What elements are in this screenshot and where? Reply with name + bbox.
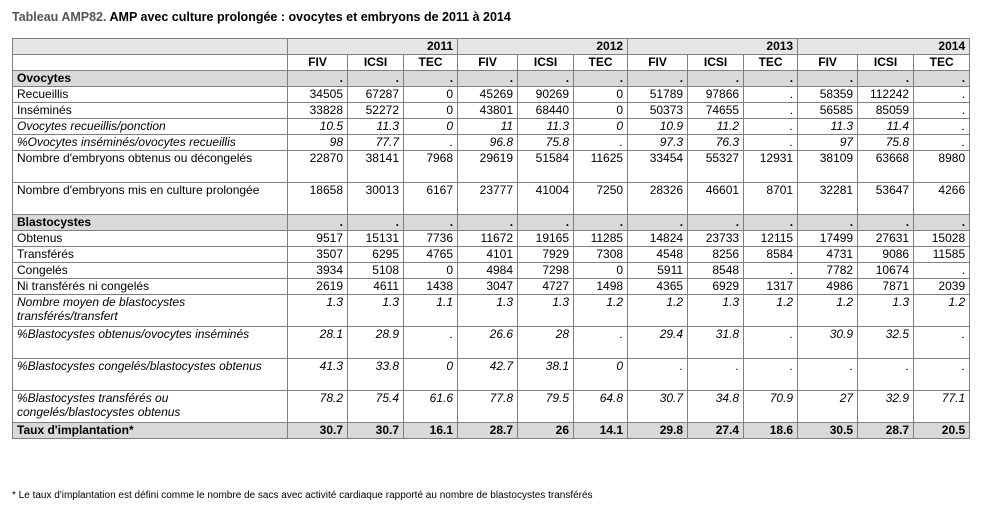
value-cell: . [914,87,970,103]
value-cell: 112242 [858,87,914,103]
value-cell: 75.4 [348,391,404,423]
row-label: Inséminés [13,103,288,119]
value-cell: . [628,359,688,391]
value-cell: 7929 [518,247,574,263]
table-number: Tableau AMP82. [12,10,107,24]
value-cell: . [404,135,458,151]
table-row [13,327,970,359]
value-cell: 0 [404,103,458,119]
value-cell: 29619 [458,151,518,183]
value-cell: 6167 [404,183,458,215]
table-row [13,231,970,247]
row-label: Ovocytes [13,71,288,87]
technique-header: TEC [574,55,628,71]
value-cell: 19165 [518,231,574,247]
table-row [13,183,970,215]
value-cell: 0 [404,87,458,103]
value-cell: 1.3 [288,295,348,327]
value-cell: 23777 [458,183,518,215]
value-cell: 6295 [348,247,404,263]
value-cell: 28.7 [858,423,914,439]
value-cell: 67287 [348,87,404,103]
value-cell: 30.7 [288,423,348,439]
table-row [13,263,970,279]
value-cell: 4611 [348,279,404,295]
year-header: 2014 [798,39,970,55]
value-cell: 30.7 [628,391,688,423]
value-cell: 70.9 [744,391,798,423]
value-cell: 38141 [348,151,404,183]
table-row [13,359,970,391]
table-row [13,151,970,183]
row-label: Recueillis [13,87,288,103]
value-cell: 78.2 [288,391,348,423]
value-cell: 75.8 [518,135,574,151]
value-cell: 2619 [288,279,348,295]
value-cell: 42.7 [458,359,518,391]
value-cell: . [744,119,798,135]
value-cell: 28.1 [288,327,348,359]
value-cell: 0 [574,119,628,135]
value-cell: 8256 [688,247,744,263]
technique-header: FIV [628,55,688,71]
value-cell: 52272 [348,103,404,119]
value-cell: 11.3 [348,119,404,135]
value-cell: . [688,215,744,231]
table-caption: AMP avec culture prolongée : ovocytes et embryons de 2011 à 2014 [109,10,511,24]
value-cell: 74655 [688,103,744,119]
technique-header: FIV [798,55,858,71]
value-cell: . [744,103,798,119]
value-cell: 4986 [798,279,858,295]
value-cell: 7871 [858,279,914,295]
value-cell: . [458,215,518,231]
value-cell: 27 [798,391,858,423]
value-cell: 31.8 [688,327,744,359]
value-cell: . [288,215,348,231]
value-cell: 17499 [798,231,858,247]
value-cell: 0 [574,359,628,391]
row-label: Ni transférés ni congelés [13,279,288,295]
value-cell: 8548 [688,263,744,279]
value-cell: 11.3 [798,119,858,135]
value-cell: 4266 [914,183,970,215]
value-cell: 96.8 [458,135,518,151]
value-cell: . [348,215,404,231]
technique-header: ICSI [688,55,744,71]
value-cell: 30013 [348,183,404,215]
value-cell: 11285 [574,231,628,247]
row-label: %Ovocytes inséminés/ovocytes recueillis [13,135,288,151]
technique-header-row [13,55,970,71]
value-cell: 0 [574,87,628,103]
value-cell: 1.2 [628,295,688,327]
value-cell: 12931 [744,151,798,183]
value-cell: . [744,215,798,231]
value-cell: 58359 [798,87,858,103]
value-cell: 34505 [288,87,348,103]
value-cell: 97866 [688,87,744,103]
value-cell: . [628,215,688,231]
value-cell: . [798,71,858,87]
value-cell: 41.3 [288,359,348,391]
value-cell: 7782 [798,263,858,279]
value-cell: 77.8 [458,391,518,423]
value-cell: 63668 [858,151,914,183]
table-row [13,87,970,103]
value-cell: 1.3 [688,295,744,327]
value-cell: 26.6 [458,327,518,359]
value-cell: . [858,71,914,87]
value-cell: 45269 [458,87,518,103]
value-cell: 27631 [858,231,914,247]
value-cell: . [404,327,458,359]
value-cell: 4727 [518,279,574,295]
value-cell: 97 [798,135,858,151]
value-cell: 0 [574,263,628,279]
value-cell: 1.2 [914,295,970,327]
value-cell: 18658 [288,183,348,215]
value-cell: 1.2 [798,295,858,327]
value-cell: . [744,263,798,279]
value-cell: 1.2 [744,295,798,327]
value-cell: 51789 [628,87,688,103]
table-row [13,247,970,263]
value-cell: 0 [574,103,628,119]
value-cell: 30.9 [798,327,858,359]
value-cell: 3507 [288,247,348,263]
technique-header: FIV [458,55,518,71]
value-cell: 38109 [798,151,858,183]
table-title [12,10,511,24]
value-cell: 15131 [348,231,404,247]
value-cell: 32281 [798,183,858,215]
value-cell: . [628,71,688,87]
value-cell: 1.3 [458,295,518,327]
value-cell: 27.4 [688,423,744,439]
technique-header: TEC [744,55,798,71]
value-cell: 4765 [404,247,458,263]
value-cell: 30.7 [348,423,404,439]
table-row [13,103,970,119]
value-cell: 11585 [914,247,970,263]
technique-header: TEC [914,55,970,71]
row-label: Congelés [13,263,288,279]
value-cell: 1.2 [574,295,628,327]
value-cell: 23733 [688,231,744,247]
value-cell: . [288,71,348,87]
value-cell: 97.3 [628,135,688,151]
value-cell: 33.8 [348,359,404,391]
value-cell: 90269 [518,87,574,103]
value-cell: . [914,135,970,151]
row-label: %Blastocystes obtenus/ovocytes inséminés [13,327,288,359]
value-cell: 79.5 [518,391,574,423]
value-cell: 1498 [574,279,628,295]
value-cell: . [744,135,798,151]
row-label: %Blastocystes congelés/blastocystes obtenus [13,359,288,391]
value-cell: 18.6 [744,423,798,439]
value-cell: 29.4 [628,327,688,359]
table-row [13,279,970,295]
value-cell: . [404,71,458,87]
value-cell: 14.1 [574,423,628,439]
value-cell: 4984 [458,263,518,279]
value-cell: 0 [404,119,458,135]
value-cell: 8584 [744,247,798,263]
technique-header: ICSI [858,55,914,71]
technique-header: ICSI [348,55,404,71]
value-cell: 4548 [628,247,688,263]
value-cell: 29.8 [628,423,688,439]
value-cell: 32.9 [858,391,914,423]
value-cell: 1317 [744,279,798,295]
value-cell: 0 [404,263,458,279]
value-cell: 77.1 [914,391,970,423]
value-cell: 10.5 [288,119,348,135]
value-cell: . [914,263,970,279]
value-cell: 1.3 [858,295,914,327]
value-cell: 34.8 [688,391,744,423]
value-cell: 16.1 [404,423,458,439]
row-label: Nombre d'embryons mis en culture prolongée [13,183,288,215]
value-cell: . [574,215,628,231]
row-label: Nombre d'embryons obtenus ou décongelés [13,151,288,183]
value-cell: 28.7 [458,423,518,439]
value-cell: . [798,359,858,391]
row-label: Ovocytes recueillis/ponction [13,119,288,135]
value-cell: 33828 [288,103,348,119]
value-cell: 43801 [458,103,518,119]
value-cell: . [518,215,574,231]
value-cell: . [518,71,574,87]
value-cell: . [914,103,970,119]
table-row [13,135,970,151]
value-cell: . [914,71,970,87]
value-cell: 33454 [628,151,688,183]
value-cell: . [688,359,744,391]
value-cell: 75.8 [858,135,914,151]
table-row [13,391,970,423]
value-cell: . [798,215,858,231]
value-cell: 1.3 [348,295,404,327]
value-cell: 4731 [798,247,858,263]
value-cell: 6929 [688,279,744,295]
value-cell: 46601 [688,183,744,215]
value-cell: 1.1 [404,295,458,327]
value-cell: . [574,71,628,87]
value-cell: . [744,327,798,359]
section-row [13,215,970,231]
value-cell: 3934 [288,263,348,279]
value-cell: 1438 [404,279,458,295]
value-cell: . [858,215,914,231]
value-cell: 9086 [858,247,914,263]
value-cell: 14824 [628,231,688,247]
value-cell: 7250 [574,183,628,215]
row-label: Obtenus [13,231,288,247]
value-cell: . [914,215,970,231]
row-label: %Blastocystes transférés ou congelés/blastocystes obtenus [13,391,288,423]
value-cell: 5911 [628,263,688,279]
year-header: 2013 [628,39,798,55]
value-cell: 7968 [404,151,458,183]
value-cell: 0 [404,359,458,391]
value-cell: 4101 [458,247,518,263]
value-cell: . [348,71,404,87]
value-cell: 8701 [744,183,798,215]
value-cell: 8980 [914,151,970,183]
value-cell: 1.3 [518,295,574,327]
row-label: Transférés [13,247,288,263]
value-cell: 98 [288,135,348,151]
value-cell: 7298 [518,263,574,279]
value-cell: . [458,71,518,87]
value-cell: 56585 [798,103,858,119]
technique-header: TEC [404,55,458,71]
value-cell: . [574,327,628,359]
year-header: 2011 [288,39,458,55]
corner-cell [13,55,288,71]
value-cell: 32.5 [858,327,914,359]
value-cell: 11.3 [518,119,574,135]
value-cell: 64.8 [574,391,628,423]
value-cell: 77.7 [348,135,404,151]
technique-header: FIV [288,55,348,71]
year-header: 2012 [458,39,628,55]
table-row [13,295,970,327]
value-cell: 4365 [628,279,688,295]
value-cell: 41004 [518,183,574,215]
value-cell: 22870 [288,151,348,183]
table-row [13,119,970,135]
row-label: Taux d'implantation* [13,423,288,439]
value-cell: 3047 [458,279,518,295]
value-cell: 30.5 [798,423,858,439]
value-cell: 51584 [518,151,574,183]
value-cell: 26 [518,423,574,439]
value-cell: . [914,327,970,359]
value-cell: . [914,359,970,391]
year-header-row [13,39,970,55]
footnote: * Le taux d'implantation est défini comme le nombre de sacs avec activité cardiaque rapporté au nombre de blastocystes transférés [12,490,593,501]
value-cell: 38.1 [518,359,574,391]
section-row [13,71,970,87]
value-cell: 11625 [574,151,628,183]
total-row [13,423,970,439]
value-cell: . [574,135,628,151]
value-cell: 10.9 [628,119,688,135]
value-cell: 9517 [288,231,348,247]
value-cell: 53647 [858,183,914,215]
value-cell: 11 [458,119,518,135]
technique-header: ICSI [518,55,574,71]
value-cell: 28 [518,327,574,359]
value-cell: 10674 [858,263,914,279]
value-cell: . [744,87,798,103]
value-cell: . [858,359,914,391]
value-cell: 61.6 [404,391,458,423]
row-label: Blastocystes [13,215,288,231]
value-cell: 85059 [858,103,914,119]
value-cell: 12115 [744,231,798,247]
value-cell: 7308 [574,247,628,263]
value-cell: . [744,71,798,87]
value-cell: 28.9 [348,327,404,359]
value-cell: 28326 [628,183,688,215]
value-cell: 68440 [518,103,574,119]
value-cell: 2039 [914,279,970,295]
value-cell: 15028 [914,231,970,247]
value-cell: . [688,71,744,87]
value-cell: . [744,359,798,391]
value-cell: 50373 [628,103,688,119]
value-cell: 76.3 [688,135,744,151]
value-cell: 11.2 [688,119,744,135]
value-cell: 11.4 [858,119,914,135]
value-cell: . [914,119,970,135]
row-label: Nombre moyen de blastocystes transférés/transfert [13,295,288,327]
corner-cell [13,39,288,55]
value-cell: 55327 [688,151,744,183]
value-cell: 7736 [404,231,458,247]
value-cell: 11672 [458,231,518,247]
value-cell: 5108 [348,263,404,279]
value-cell: 20.5 [914,423,970,439]
value-cell: . [404,215,458,231]
data-table [12,38,970,439]
